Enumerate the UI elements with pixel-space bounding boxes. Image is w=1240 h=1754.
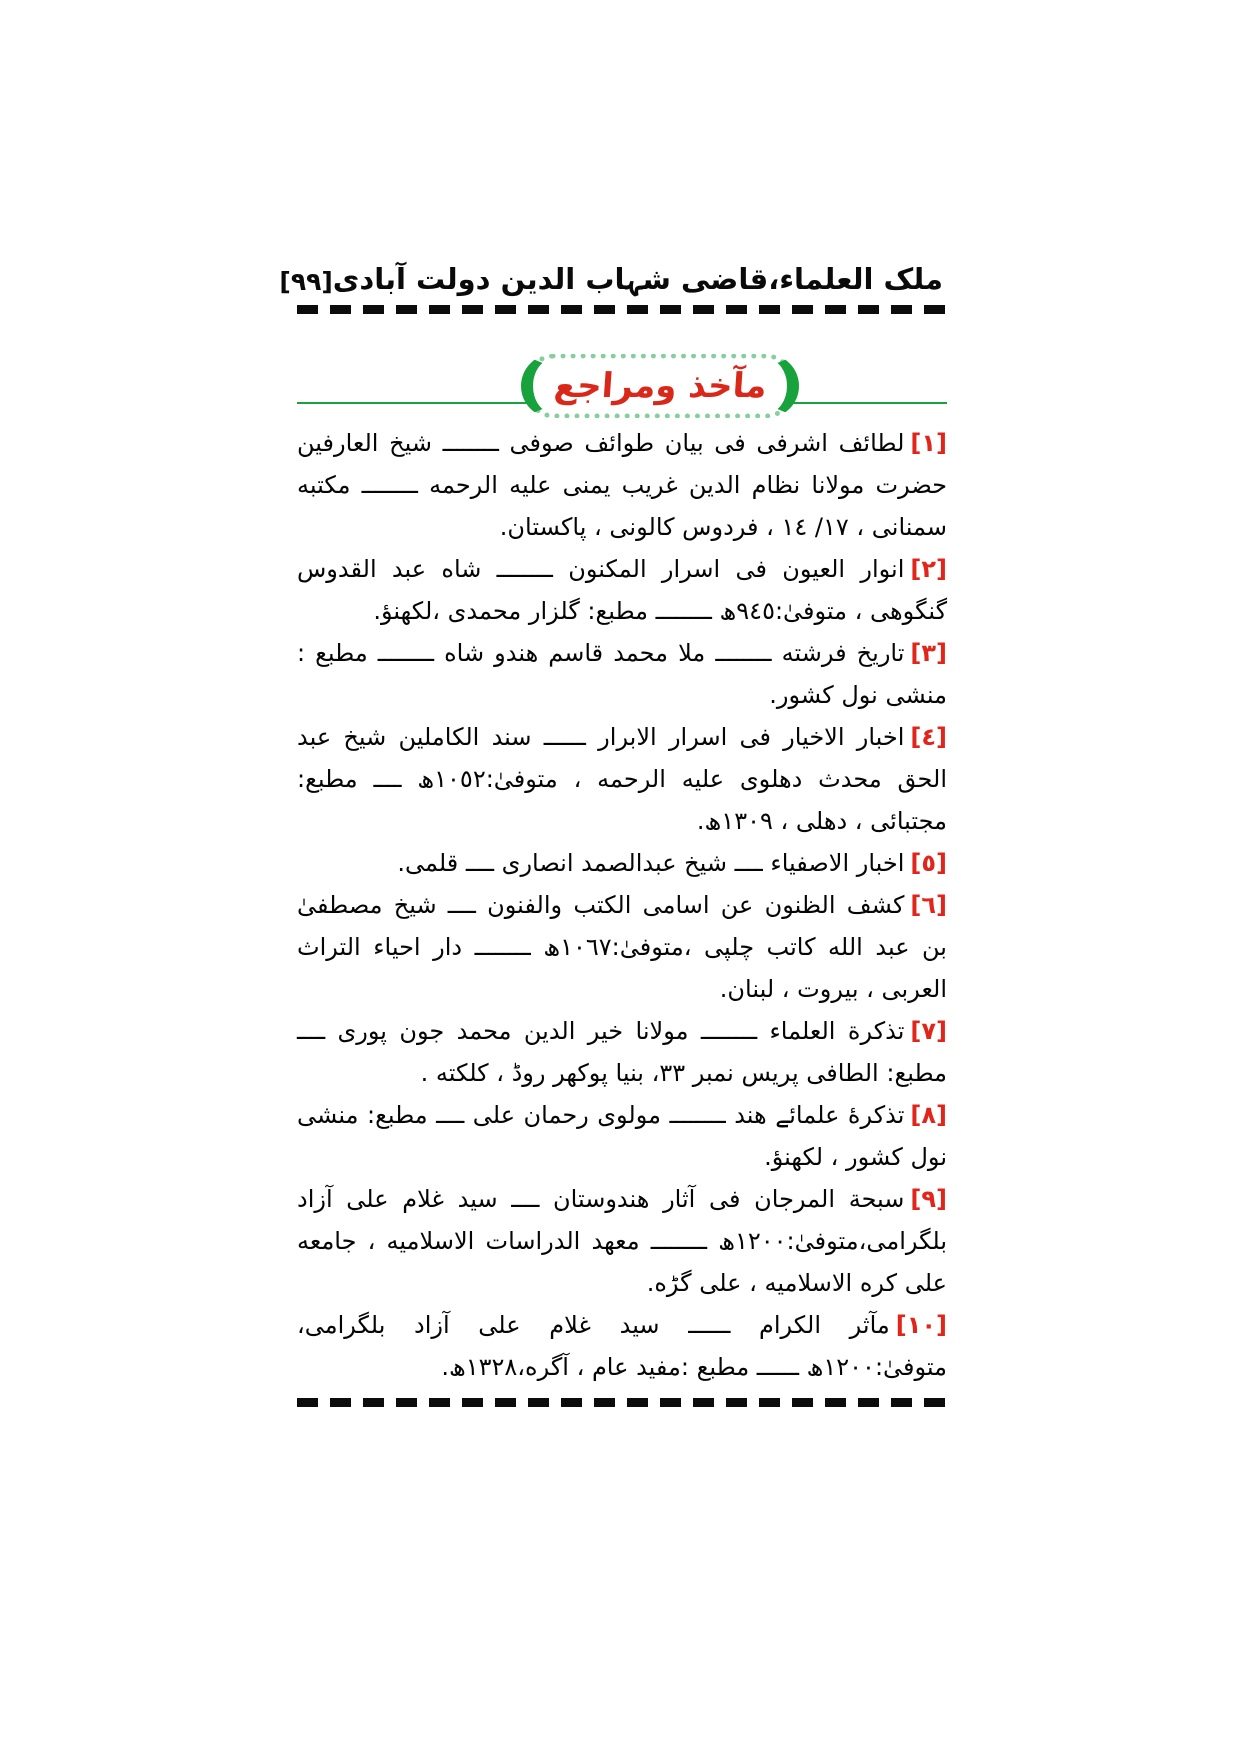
reference-text: تاریخ فرشته ــــــــ ملا محمد قاسم هندو شاه ــــــــ مطبع : منشی نول کشور. (297, 639, 947, 709)
page-content (279, 262, 947, 1407)
reference-number: [٤] (910, 723, 947, 751)
reference-entry (297, 1178, 947, 1304)
reference-text: کشف الظنون عن اسامی الکتب والفنون ــــ شیخ مصطفیٰ بن عبد الله کاتب چلپی ،متوفیٰ:١٠٦٧ھ ــــــــ دار احیاء التراث العربی ، بیروت ، لبنان. (297, 891, 947, 1003)
reference-entry (297, 1010, 947, 1094)
reference-text: لطائف اشرفی فی بیان طوائف صوفی ــــــــ شیخ العارفین حضرت مولانا نظام الدین غریب یمنی علیه الرحمه ــــــــ مکتبه سمنانی ، ١٧/ ١٤ ، فردوس کالونی ، پاکستان. (297, 429, 947, 541)
reference-entry (297, 1304, 947, 1388)
reference-text: انوار العیون فی اسرار المکنون ــــــــ شاه عبد القدوس گنگوهی ، متوفیٰ:٩٤٥ھ ــــــــ مطبع: گلزار محمدی ،لکهنؤ. (297, 555, 947, 625)
page-number: [۹۹] (279, 267, 333, 296)
reference-number: [٣] (910, 639, 947, 667)
reference-number: [٦] (910, 891, 947, 919)
section-title-ornament (297, 326, 947, 412)
reference-number: [٥] (910, 849, 947, 877)
page-header (279, 262, 947, 296)
reference-text: تذکرة العلماء ــــــــ مولانا خیر الدین محمد جون پوری ــــ مطبع: الطافی پریس نمبر ٣٣، بنیا پوکهر روڈ ، کلکته . (297, 1017, 947, 1087)
reference-entry (297, 842, 947, 884)
reference-number: [٢] (910, 555, 947, 583)
reference-entry (297, 632, 947, 716)
reference-entry (297, 548, 947, 632)
reference-entry (297, 884, 947, 1010)
book-title: ملک العلماء،قاضی شہاب الدین دولت آبادی (332, 262, 943, 296)
reference-entry (297, 422, 947, 548)
reference-entry (297, 716, 947, 842)
reference-number: [١] (910, 429, 947, 457)
reference-entry (297, 1094, 947, 1178)
top-dashed-rule (297, 305, 947, 314)
reference-text: تذکرهٔ علمائے هند ــــــــ مولوی رحمان علی ــــ مطبع: منشی نول کشور ، لکهنؤ. (297, 1101, 947, 1171)
bottom-dashed-rule (297, 1398, 947, 1407)
reference-text: اخبار الاصفیاء ــــ شیخ عبدالصمد انصاری ــــ قلمی. (397, 849, 905, 877)
reference-number: [٨] (910, 1101, 947, 1129)
reference-text: سبحة المرجان فی آثار هندوستان ــــ سید غلام علی آزاد بلگرامی،متوفیٰ:١٢٠٠ھ ــــــــ معهد الدراسات الاسلامیه ، جامعه علی کره الاسلامیه ، علی گڑه. (297, 1185, 947, 1297)
reference-number: [١٠] (895, 1311, 947, 1339)
reference-number: [٧] (910, 1017, 947, 1045)
reference-text: مآثر الکرام ــــــ سید غلام علی آزاد بلگرامی، متوفیٰ:١٢٠٠ھ ــــــ مطبع :مفید عام ، آگره،١٣٢٨ھ. (297, 1311, 947, 1381)
title-cartouche (521, 354, 799, 418)
reference-number: [٩] (910, 1185, 947, 1213)
references-list (297, 422, 947, 1388)
section-title: مآخذ ومراجع (552, 366, 768, 406)
reference-text: اخبار الاخیار فی اسرار الابرار ــــــ سند الکاملین شیخ عبد الحق محدث دهلوی علیه الرحمه ، متوفیٰ:١٠٥٢ھ ــــ مطبع: مجتبائی ، دهلی ، ١٣٠٩ھ. (297, 723, 947, 835)
